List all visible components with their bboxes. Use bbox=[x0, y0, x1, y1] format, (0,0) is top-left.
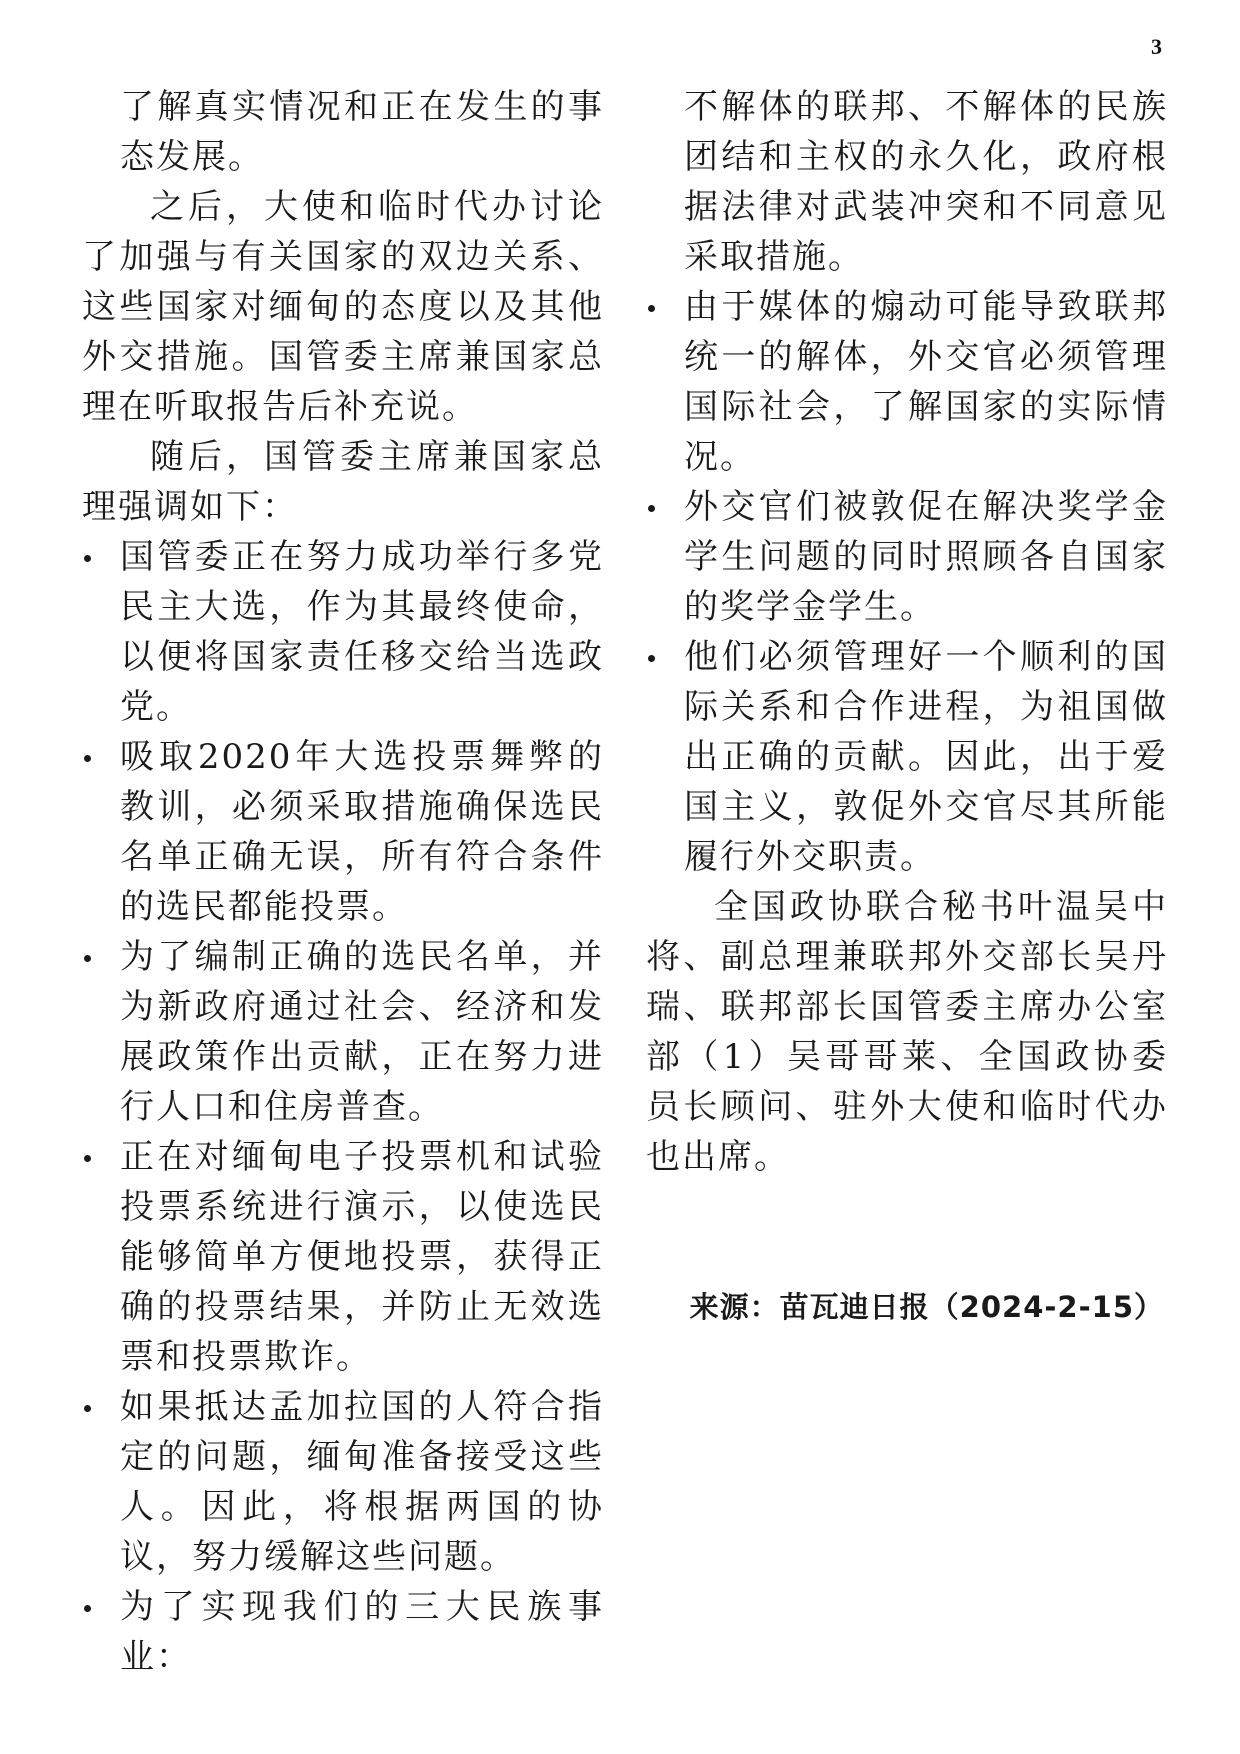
left-column bbox=[82, 82, 604, 1682]
body-paragraph: 之后，大使和临时代办讨论了加强与有关国家的双边关系、这些国家对缅甸的态度以及其他外交措施。国管委主席兼国家总理在听取报告后补充说。 bbox=[82, 187, 604, 427]
list-item: 由于媒体的煽动可能导致联邦统一的解体，外交官必须管理国际社会，了解国家的实际情况。 bbox=[646, 282, 1168, 482]
list-item: 如果抵达孟加拉国的人符合指定的问题，缅甸准备接受这些人。因此，将根据两国的协议，努力缓解这些问题。 bbox=[82, 1382, 604, 1582]
body-paragraph: 随后，国管委主席兼国家总理强调如下： bbox=[82, 437, 604, 527]
list-item: 国管委正在努力成功举行多党民主大选，作为其最终使命，以便将国家责任移交给当选政党。 bbox=[82, 532, 604, 732]
page-number: 3 bbox=[1151, 34, 1162, 59]
closing-paragraph: 全国政协联合秘书叶温吴中将、副总理兼联邦外交部长吴丹瑞、联邦部长国管委主席办公室部（1）吴哥哥莱、全国政协委员长顾问、驻外大使和临时代办也出席。 bbox=[646, 887, 1168, 1177]
continuation-text: 不解体的联邦、不解体的民族团结和主权的永久化，政府根据法律对武装冲突和不同意见采取措施。 bbox=[684, 87, 1168, 277]
spacer bbox=[646, 1182, 1168, 1282]
continuation-text: 了解真实情况和正在发生的事态发展。 bbox=[120, 87, 604, 177]
right-column bbox=[646, 82, 1168, 1332]
source-citation: 来源：苗瓦迪日报（2024-2-15） bbox=[689, 1290, 1164, 1324]
list-item: 他们必须管理好一个顺利的国际关系和合作进程，为祖国做出正确的贡献。因此，出于爱国主义，敦促外交官尽其所能履行外交职责。 bbox=[646, 632, 1168, 882]
list-item: 为了实现我们的三大民族事业： bbox=[82, 1582, 604, 1682]
bullet-list bbox=[646, 282, 1168, 882]
list-item: 正在对缅甸电子投票机和试验投票系统进行演示，以使选民能够简单方便地投票，获得正确的投票结果，并防止无效选票和投票欺诈。 bbox=[82, 1132, 604, 1382]
list-item: 为了编制正确的选民名单，并为新政府通过社会、经济和发展政策作出贡献，正在努力进行人口和住房普查。 bbox=[82, 932, 604, 1132]
bullet-list bbox=[82, 532, 604, 1682]
list-item: 吸取2020年大选投票舞弊的教训，必须采取措施确保选民名单正确无误，所有符合条件的选民都能投票。 bbox=[82, 732, 604, 932]
list-item: 外交官们被敦促在解决奖学金学生问题的同时照顾各自国家的奖学金学生。 bbox=[646, 482, 1168, 632]
